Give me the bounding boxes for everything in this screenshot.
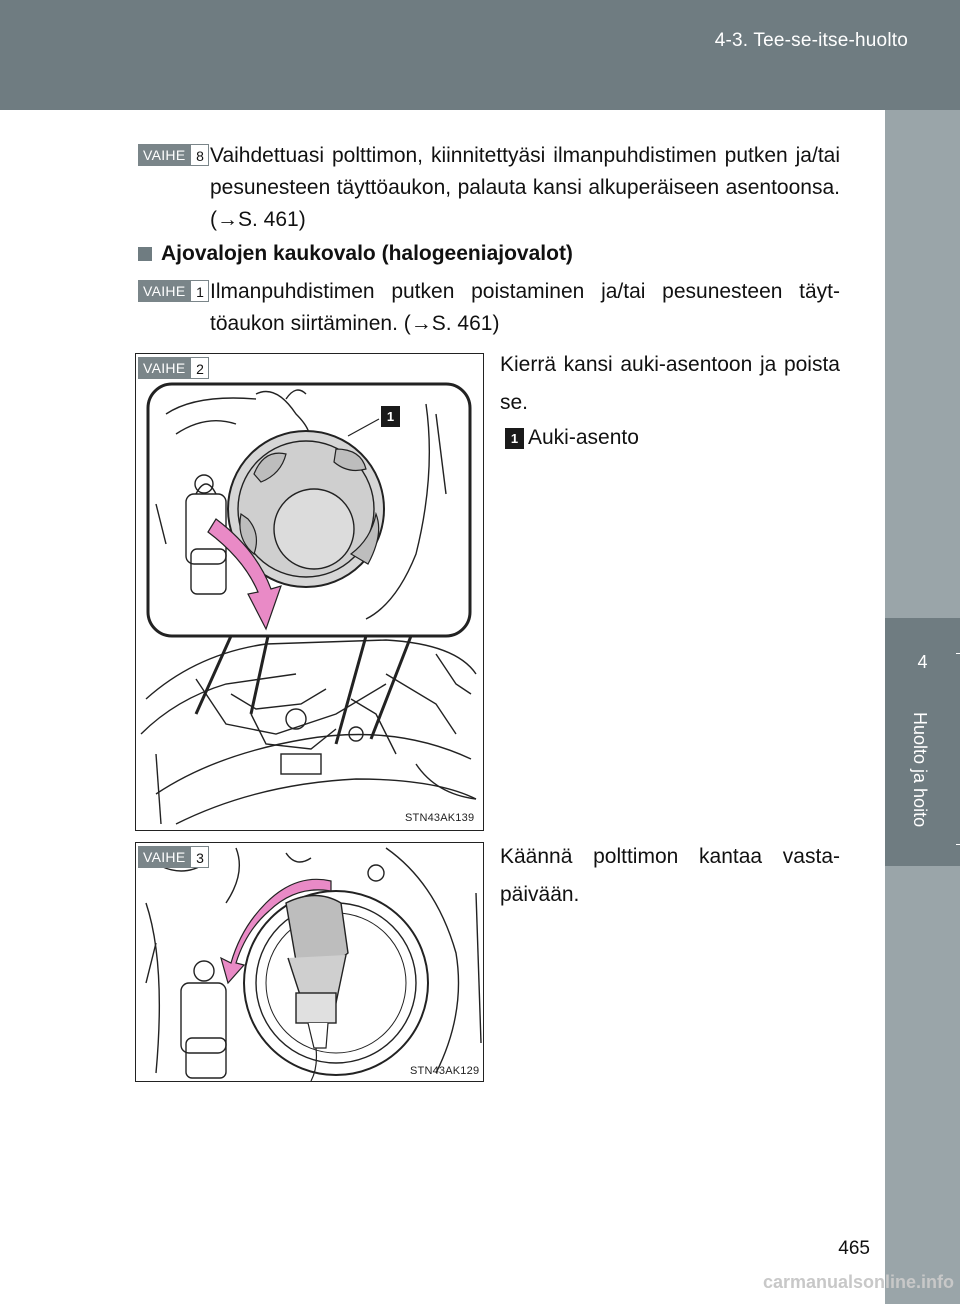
figure-callout	[381, 406, 404, 427]
chapter-number: 4	[917, 652, 928, 672]
section-heading-text: Ajovalojen kaukovalo (halogeeniajovalot)	[161, 242, 573, 265]
figure-bulb-base	[135, 842, 484, 1082]
step-badge-2	[138, 357, 209, 379]
step-3-text: Käännä polttimon kantaa vasta-päivään.	[500, 845, 840, 906]
callout-number-badge: 1	[505, 428, 524, 449]
step-label: VAIHE	[138, 357, 190, 379]
callout-legend	[505, 426, 639, 450]
heading-bullet-icon	[138, 247, 152, 261]
step-number: 2	[190, 357, 209, 379]
side-tab-bottom	[885, 866, 960, 1304]
watermark: carmanualsonline.info	[762, 1272, 954, 1292]
step-label: VAIHE	[138, 846, 190, 868]
figure-code: STN43AK129	[410, 1065, 480, 1077]
figure-headlight-cover	[135, 353, 484, 831]
step-badge-1	[138, 280, 209, 302]
header-bar	[0, 0, 960, 110]
page-number: 465	[838, 1238, 870, 1259]
section-heading	[138, 238, 573, 270]
bulb-base-illustration	[136, 843, 483, 1081]
edge-tick	[956, 844, 960, 845]
step-badge-3	[138, 846, 209, 868]
headlight-cover-illustration	[136, 354, 483, 830]
step-number: 8	[190, 144, 209, 166]
step-8-text: Vaihdettuasi polttimon, kiinnitettyäsi ilmanpuhdistimen putken ja/tai pesunesteen täyttöaukon, palauta kansi alkuperäiseen asentoonsa. (→S. 461)	[210, 144, 840, 231]
edge-tick	[956, 653, 960, 654]
step-label: VAIHE	[138, 280, 190, 302]
step-number: 1	[190, 280, 209, 302]
callout-text: Auki-asento	[528, 426, 639, 449]
step-1-text: Ilmanpuhdistimen putken poistaminen ja/tai pesunesteen täyt-töaukon siirtäminen. (→S. 461)	[210, 280, 840, 335]
chapter-label: Huolto ja hoito	[910, 712, 930, 828]
step-badge-8	[138, 144, 209, 166]
section-title: 4-3. Tee-se-itse-huolto	[714, 30, 908, 51]
side-tab-top	[885, 110, 960, 618]
step-number: 3	[190, 846, 209, 868]
step-label: VAIHE	[138, 144, 190, 166]
callout-number-badge: 1	[381, 406, 400, 427]
figure-code: STN43AK139	[405, 812, 475, 824]
step-2-text: Kierrä kansi auki-asentoon ja poista se.	[500, 353, 840, 414]
